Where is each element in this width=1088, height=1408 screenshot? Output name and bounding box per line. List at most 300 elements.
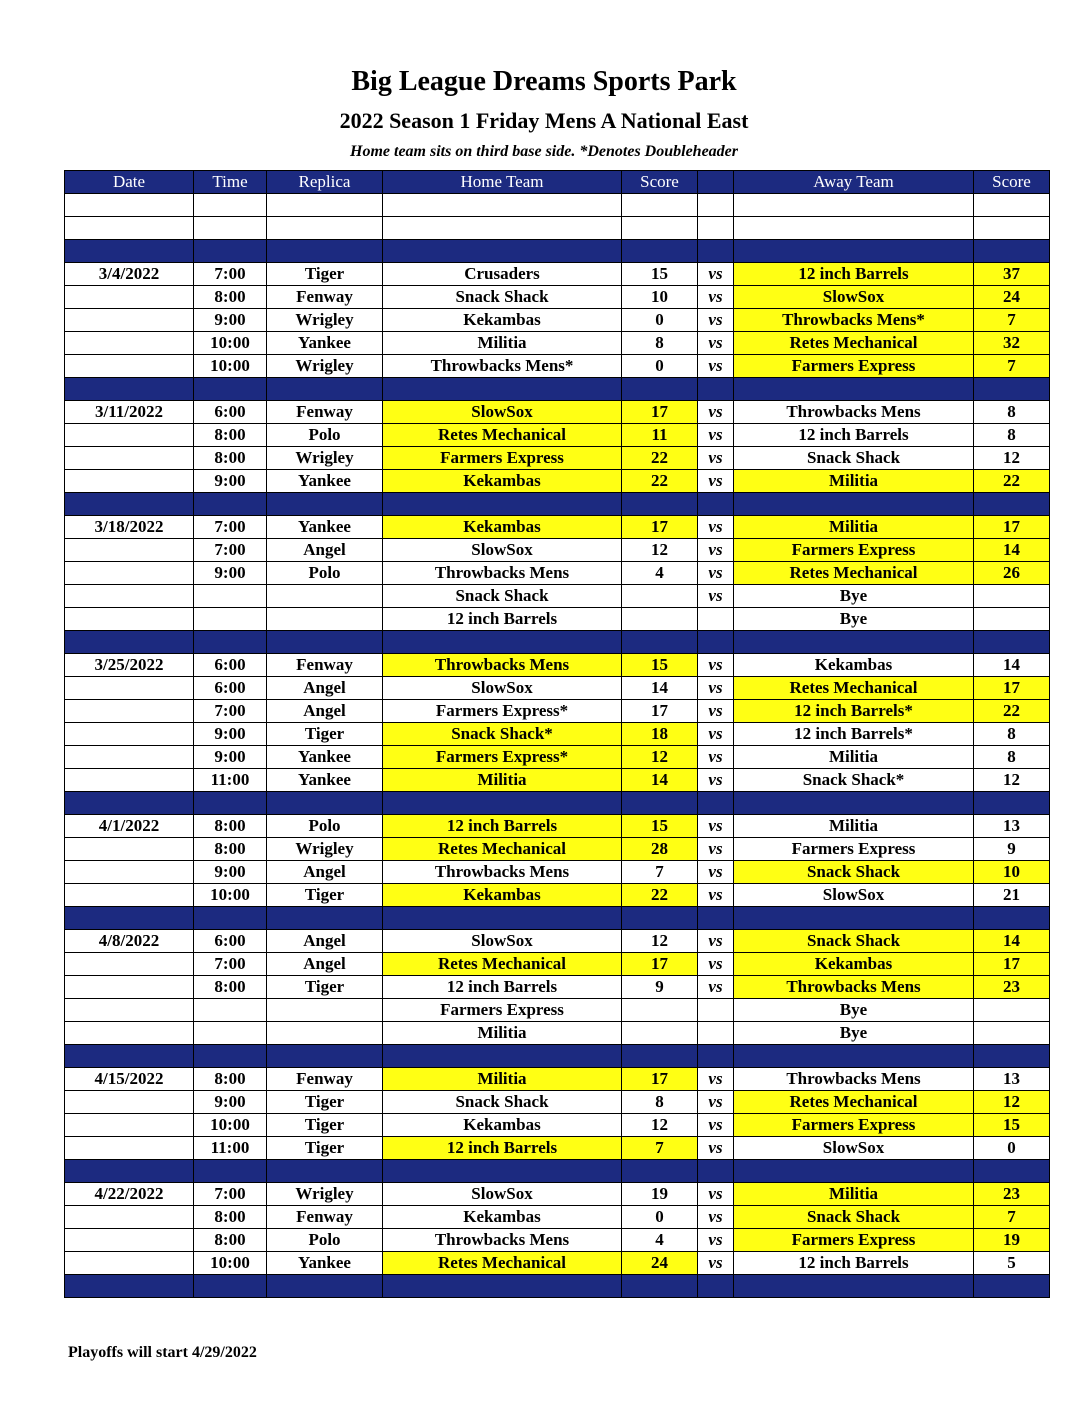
date-cell	[65, 1252, 194, 1275]
away-team-cell: Snack Shack	[734, 447, 974, 470]
home-score-cell: 12	[622, 746, 698, 769]
away-team-cell: Throwbacks Mens	[734, 976, 974, 999]
away-team-cell: 12 inch Barrels	[734, 263, 974, 286]
separator-cell	[65, 792, 194, 815]
separator-cell	[267, 493, 383, 516]
blank-cell	[734, 194, 974, 217]
home-score-cell: 0	[622, 1206, 698, 1229]
home-team-cell: Militia	[383, 1068, 622, 1091]
week-separator-row	[65, 792, 1050, 815]
replica-cell: Tiger	[267, 263, 383, 286]
blank-cell	[383, 194, 622, 217]
away-team-cell: Throwbacks Mens	[734, 1068, 974, 1091]
home-score-cell: 17	[622, 700, 698, 723]
separator-cell	[267, 792, 383, 815]
separator-cell	[698, 240, 734, 263]
away-score-cell: 37	[974, 263, 1050, 286]
vs-cell: vs	[698, 769, 734, 792]
game-row	[65, 677, 1050, 700]
away-score-cell	[974, 999, 1050, 1022]
game-row	[65, 1252, 1050, 1275]
home-team-cell: Snack Shack	[383, 286, 622, 309]
time-cell: 8:00	[194, 815, 267, 838]
separator-cell	[267, 240, 383, 263]
home-score-cell	[622, 1022, 698, 1045]
home-team-cell: 12 inch Barrels	[383, 976, 622, 999]
separator-cell	[383, 493, 622, 516]
replica-cell	[267, 608, 383, 631]
home-score-cell: 12	[622, 1114, 698, 1137]
home-score-cell: 18	[622, 723, 698, 746]
date-cell	[65, 470, 194, 493]
separator-cell	[734, 378, 974, 401]
away-score-cell: 8	[974, 723, 1050, 746]
replica-cell: Tiger	[267, 1091, 383, 1114]
separator-cell	[698, 493, 734, 516]
time-cell: 8:00	[194, 976, 267, 999]
time-cell: 9:00	[194, 1091, 267, 1114]
game-row	[65, 861, 1050, 884]
game-row	[65, 769, 1050, 792]
separator-cell	[622, 493, 698, 516]
col-time-header: Time	[194, 171, 267, 194]
date-cell: 3/11/2022	[65, 401, 194, 424]
page-subtitle: 2022 Season 1 Friday Mens A National East	[339, 108, 749, 133]
replica-cell: Wrigley	[267, 309, 383, 332]
separator-cell	[974, 792, 1050, 815]
replica-cell: Angel	[267, 930, 383, 953]
schedule-table	[64, 170, 1050, 1298]
away-team-cell: Snack Shack	[734, 930, 974, 953]
time-cell: 10:00	[194, 355, 267, 378]
week-separator-row	[65, 378, 1050, 401]
separator-cell	[65, 631, 194, 654]
footer-note: Playoffs will start 4/29/2022	[68, 1344, 257, 1361]
date-cell	[65, 838, 194, 861]
away-team-cell: Bye	[734, 1022, 974, 1045]
col-replica-header: Replica	[267, 171, 383, 194]
separator-cell	[622, 1275, 698, 1298]
home-score-cell: 22	[622, 447, 698, 470]
date-cell: 3/25/2022	[65, 654, 194, 677]
blank-cell	[974, 194, 1050, 217]
separator-cell	[267, 1045, 383, 1068]
away-team-cell: Militia	[734, 746, 974, 769]
separator-cell	[65, 240, 194, 263]
home-score-cell	[622, 585, 698, 608]
away-score-cell: 17	[974, 953, 1050, 976]
separator-cell	[698, 907, 734, 930]
home-score-cell: 12	[622, 930, 698, 953]
home-team-cell: Throwbacks Mens*	[383, 355, 622, 378]
vs-cell: vs	[698, 746, 734, 769]
blank-row	[65, 194, 1050, 217]
time-cell: 8:00	[194, 286, 267, 309]
date-cell	[65, 677, 194, 700]
date-cell	[65, 746, 194, 769]
away-team-cell: 12 inch Barrels*	[734, 723, 974, 746]
away-team-cell: SlowSox	[734, 1137, 974, 1160]
replica-cell	[267, 585, 383, 608]
replica-cell: Tiger	[267, 1137, 383, 1160]
home-score-cell	[622, 608, 698, 631]
separator-cell	[194, 1160, 267, 1183]
time-cell: 6:00	[194, 654, 267, 677]
away-score-cell: 12	[974, 769, 1050, 792]
away-team-cell: Throwbacks Mens*	[734, 309, 974, 332]
vs-cell: vs	[698, 263, 734, 286]
date-cell	[65, 1229, 194, 1252]
game-row	[65, 608, 1050, 631]
home-score-cell: 24	[622, 1252, 698, 1275]
header-row	[65, 171, 1050, 194]
separator-cell	[65, 378, 194, 401]
game-row	[65, 1229, 1050, 1252]
vs-cell: vs	[698, 1114, 734, 1137]
game-row	[65, 309, 1050, 332]
replica-cell: Tiger	[267, 1114, 383, 1137]
date-cell: 4/1/2022	[65, 815, 194, 838]
home-team-cell: SlowSox	[383, 401, 622, 424]
date-cell	[65, 608, 194, 631]
home-score-cell: 22	[622, 470, 698, 493]
game-row	[65, 746, 1050, 769]
blank-cell	[65, 217, 194, 240]
blank-cell	[194, 217, 267, 240]
separator-cell	[974, 1160, 1050, 1183]
away-score-cell: 7	[974, 355, 1050, 378]
away-score-cell: 19	[974, 1229, 1050, 1252]
time-cell	[194, 1022, 267, 1045]
separator-cell	[194, 792, 267, 815]
col-date-header: Date	[65, 171, 194, 194]
home-team-cell: SlowSox	[383, 930, 622, 953]
away-score-cell: 8	[974, 424, 1050, 447]
away-team-cell: Snack Shack	[734, 861, 974, 884]
vs-cell: vs	[698, 355, 734, 378]
time-cell: 7:00	[194, 516, 267, 539]
date-cell: 4/15/2022	[65, 1068, 194, 1091]
home-team-cell: Farmers Express*	[383, 746, 622, 769]
home-score-cell: 17	[622, 516, 698, 539]
blank-cell	[734, 217, 974, 240]
home-team-cell: Throwbacks Mens	[383, 861, 622, 884]
game-row	[65, 1183, 1050, 1206]
home-team-cell: Farmers Express	[383, 447, 622, 470]
home-score-cell: 17	[622, 953, 698, 976]
home-score-cell: 7	[622, 861, 698, 884]
away-team-cell: Snack Shack	[734, 1206, 974, 1229]
blank-cell	[267, 194, 383, 217]
away-team-cell: Retes Mechanical	[734, 677, 974, 700]
away-score-cell: 17	[974, 677, 1050, 700]
away-team-cell: SlowSox	[734, 884, 974, 907]
date-cell	[65, 1137, 194, 1160]
replica-cell: Wrigley	[267, 1183, 383, 1206]
week-separator-row	[65, 1160, 1050, 1183]
separator-cell	[267, 907, 383, 930]
game-row	[65, 999, 1050, 1022]
away-team-cell: Retes Mechanical	[734, 1091, 974, 1114]
date-cell	[65, 585, 194, 608]
away-team-cell: Farmers Express	[734, 539, 974, 562]
away-score-cell: 14	[974, 930, 1050, 953]
vs-cell: vs	[698, 1252, 734, 1275]
home-team-cell: Kekambas	[383, 1114, 622, 1137]
col-home-team-header: Home Team	[383, 171, 622, 194]
away-team-cell: Retes Mechanical	[734, 332, 974, 355]
away-score-cell: 7	[974, 309, 1050, 332]
time-cell: 9:00	[194, 723, 267, 746]
vs-cell: vs	[698, 930, 734, 953]
page-note: Home team sits on third base side. *Denotes Doubleheader	[350, 143, 738, 160]
away-score-cell: 7	[974, 1206, 1050, 1229]
away-team-cell: Kekambas	[734, 953, 974, 976]
away-score-cell: 23	[974, 1183, 1050, 1206]
date-cell	[65, 1091, 194, 1114]
separator-cell	[734, 240, 974, 263]
away-score-cell: 22	[974, 470, 1050, 493]
home-score-cell: 7	[622, 1137, 698, 1160]
home-score-cell: 19	[622, 1183, 698, 1206]
replica-cell: Yankee	[267, 769, 383, 792]
replica-cell: Yankee	[267, 516, 383, 539]
time-cell: 6:00	[194, 401, 267, 424]
col-away-team-header: Away Team	[734, 171, 974, 194]
replica-cell: Polo	[267, 1229, 383, 1252]
time-cell: 6:00	[194, 677, 267, 700]
away-score-cell: 8	[974, 746, 1050, 769]
home-score-cell: 17	[622, 1068, 698, 1091]
away-team-cell: Militia	[734, 516, 974, 539]
separator-cell	[974, 240, 1050, 263]
separator-cell	[622, 631, 698, 654]
separator-cell	[734, 792, 974, 815]
vs-cell: vs	[698, 654, 734, 677]
game-row	[65, 562, 1050, 585]
blank-cell	[974, 217, 1050, 240]
home-team-cell: 12 inch Barrels	[383, 1137, 622, 1160]
separator-cell	[65, 1160, 194, 1183]
away-score-cell: 26	[974, 562, 1050, 585]
game-row	[65, 1022, 1050, 1045]
away-team-cell: Throwbacks Mens	[734, 401, 974, 424]
home-score-cell: 14	[622, 769, 698, 792]
vs-cell: vs	[698, 424, 734, 447]
time-cell: 7:00	[194, 700, 267, 723]
separator-cell	[194, 1045, 267, 1068]
separator-cell	[383, 240, 622, 263]
away-score-cell: 8	[974, 401, 1050, 424]
game-row	[65, 815, 1050, 838]
separator-cell	[734, 907, 974, 930]
vs-cell: vs	[698, 470, 734, 493]
separator-cell	[194, 631, 267, 654]
game-row	[65, 976, 1050, 999]
home-score-cell: 15	[622, 654, 698, 677]
away-score-cell: 15	[974, 1114, 1050, 1137]
game-row	[65, 470, 1050, 493]
home-team-cell: SlowSox	[383, 539, 622, 562]
time-cell: 9:00	[194, 562, 267, 585]
game-row	[65, 654, 1050, 677]
vs-cell: vs	[698, 1068, 734, 1091]
vs-cell: vs	[698, 838, 734, 861]
vs-cell: vs	[698, 516, 734, 539]
replica-cell: Fenway	[267, 1206, 383, 1229]
time-cell: 8:00	[194, 1206, 267, 1229]
separator-cell	[194, 907, 267, 930]
date-cell	[65, 1114, 194, 1137]
separator-cell	[65, 1045, 194, 1068]
time-cell: 7:00	[194, 539, 267, 562]
time-cell	[194, 608, 267, 631]
away-score-cell: 13	[974, 1068, 1050, 1091]
date-cell	[65, 976, 194, 999]
home-score-cell: 10	[622, 286, 698, 309]
away-score-cell: 32	[974, 332, 1050, 355]
separator-cell	[698, 1275, 734, 1298]
vs-cell: vs	[698, 723, 734, 746]
replica-cell: Wrigley	[267, 447, 383, 470]
home-team-cell: Kekambas	[383, 470, 622, 493]
separator-cell	[698, 1160, 734, 1183]
time-cell	[194, 999, 267, 1022]
away-team-cell: Farmers Express	[734, 838, 974, 861]
time-cell: 8:00	[194, 1068, 267, 1091]
away-score-cell: 21	[974, 884, 1050, 907]
vs-cell: vs	[698, 539, 734, 562]
vs-cell: vs	[698, 861, 734, 884]
vs-cell	[698, 1022, 734, 1045]
separator-cell	[734, 1045, 974, 1068]
home-team-cell: Retes Mechanical	[383, 953, 622, 976]
replica-cell: Polo	[267, 562, 383, 585]
away-score-cell: 12	[974, 1091, 1050, 1114]
replica-cell: Polo	[267, 815, 383, 838]
home-team-cell: Kekambas	[383, 516, 622, 539]
home-team-cell: Snack Shack*	[383, 723, 622, 746]
home-team-cell: Snack Shack	[383, 585, 622, 608]
home-score-cell: 4	[622, 1229, 698, 1252]
week-separator-row	[65, 493, 1050, 516]
home-team-cell: Kekambas	[383, 884, 622, 907]
game-row	[65, 1068, 1050, 1091]
away-score-cell: 12	[974, 447, 1050, 470]
date-cell	[65, 562, 194, 585]
time-cell: 11:00	[194, 769, 267, 792]
date-cell	[65, 700, 194, 723]
home-team-cell: Militia	[383, 1022, 622, 1045]
home-team-cell: Throwbacks Mens	[383, 1229, 622, 1252]
vs-cell: vs	[698, 884, 734, 907]
separator-cell	[194, 1275, 267, 1298]
game-row	[65, 838, 1050, 861]
game-row	[65, 263, 1050, 286]
vs-cell: vs	[698, 332, 734, 355]
date-cell	[65, 309, 194, 332]
home-team-cell: Retes Mechanical	[383, 1252, 622, 1275]
vs-cell: vs	[698, 953, 734, 976]
home-team-cell: Kekambas	[383, 309, 622, 332]
home-team-cell: Militia	[383, 769, 622, 792]
replica-cell	[267, 999, 383, 1022]
home-score-cell: 4	[622, 562, 698, 585]
game-row	[65, 1206, 1050, 1229]
time-cell: 9:00	[194, 746, 267, 769]
home-score-cell	[622, 999, 698, 1022]
separator-cell	[65, 907, 194, 930]
replica-cell: Yankee	[267, 332, 383, 355]
game-row	[65, 1091, 1050, 1114]
away-team-cell: Militia	[734, 1183, 974, 1206]
home-score-cell: 12	[622, 539, 698, 562]
away-score-cell: 23	[974, 976, 1050, 999]
vs-cell: vs	[698, 1206, 734, 1229]
vs-cell: vs	[698, 447, 734, 470]
separator-cell	[267, 1160, 383, 1183]
time-cell: 10:00	[194, 884, 267, 907]
home-team-cell: SlowSox	[383, 677, 622, 700]
home-score-cell: 14	[622, 677, 698, 700]
separator-cell	[974, 631, 1050, 654]
replica-cell: Fenway	[267, 401, 383, 424]
date-cell	[65, 1206, 194, 1229]
col-home-score-header: Score	[622, 171, 698, 194]
game-row	[65, 355, 1050, 378]
game-row	[65, 953, 1050, 976]
game-row	[65, 516, 1050, 539]
week-separator-row	[65, 1275, 1050, 1298]
date-cell	[65, 355, 194, 378]
away-score-cell: 0	[974, 1137, 1050, 1160]
away-team-cell: Retes Mechanical	[734, 562, 974, 585]
time-cell: 8:00	[194, 424, 267, 447]
home-score-cell: 28	[622, 838, 698, 861]
home-score-cell: 22	[622, 884, 698, 907]
vs-cell: vs	[698, 976, 734, 999]
away-team-cell: Militia	[734, 470, 974, 493]
home-team-cell: Snack Shack	[383, 1091, 622, 1114]
away-team-cell: Kekambas	[734, 654, 974, 677]
home-score-cell: 0	[622, 309, 698, 332]
separator-cell	[622, 240, 698, 263]
game-row	[65, 1137, 1050, 1160]
time-cell: 9:00	[194, 309, 267, 332]
time-cell: 8:00	[194, 447, 267, 470]
replica-cell: Angel	[267, 861, 383, 884]
away-score-cell	[974, 585, 1050, 608]
date-cell	[65, 424, 194, 447]
separator-cell	[383, 378, 622, 401]
replica-cell: Fenway	[267, 654, 383, 677]
away-score-cell	[974, 1022, 1050, 1045]
home-score-cell: 11	[622, 424, 698, 447]
blank-cell	[267, 217, 383, 240]
home-team-cell: Farmers Express*	[383, 700, 622, 723]
game-row	[65, 401, 1050, 424]
game-row	[65, 332, 1050, 355]
replica-cell: Angel	[267, 700, 383, 723]
separator-cell	[974, 1275, 1050, 1298]
away-team-cell: SlowSox	[734, 286, 974, 309]
vs-cell: vs	[698, 585, 734, 608]
away-score-cell: 14	[974, 654, 1050, 677]
vs-cell: vs	[698, 401, 734, 424]
vs-cell: vs	[698, 677, 734, 700]
game-row	[65, 700, 1050, 723]
separator-cell	[698, 631, 734, 654]
